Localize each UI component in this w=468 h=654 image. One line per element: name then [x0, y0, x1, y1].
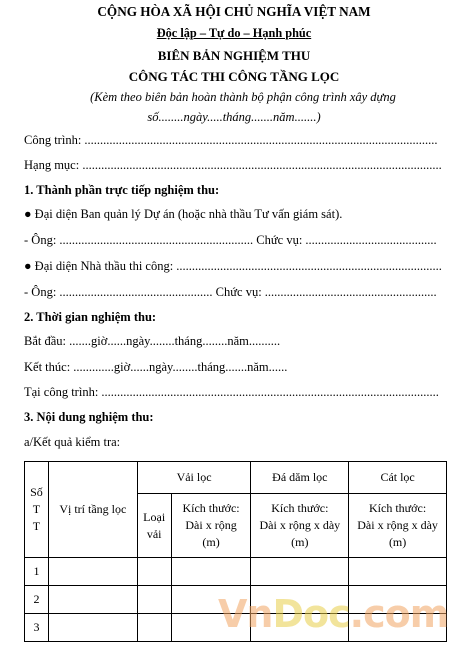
- header-cat-loc: Cát lọc: [349, 462, 447, 494]
- table-cell: [171, 558, 251, 586]
- attachment-note-line2: số........ngày.....tháng.......năm.......): [147, 110, 321, 124]
- nation-heading: CỘNG HÒA XÃ HỘI CHỦ NGHĨA VIỆT NAM: [97, 4, 371, 19]
- section1-heading: 1. Thành phần trực tiếp nghiệm thu:: [24, 183, 220, 197]
- table-cell: [137, 586, 171, 614]
- row-number: 1: [25, 558, 49, 586]
- header-position: Vị trí tầng lọc: [48, 462, 137, 558]
- contractor-person-line: - Ông: ................................................. Chức vụ: .......................................................: [24, 285, 437, 299]
- document-title: BIÊN BẢN NGHIỆM THU: [157, 48, 311, 63]
- section2-heading: 2. Thời gian nghiệm thu:: [24, 310, 157, 324]
- field-cong-trinh: Công trình: .................................................................................................................: [24, 133, 438, 147]
- place-line: Tại công trình: ............................................................................................................: [24, 385, 439, 399]
- start-time-line: Bắt đầu: .......giờ......ngày........tháng........năm..........: [24, 334, 281, 348]
- header-vai-loc: Vải lọc: [137, 462, 251, 494]
- table-cell: [137, 614, 171, 642]
- table-cell: [48, 614, 137, 642]
- row-number: 3: [25, 614, 49, 642]
- table-cell: [137, 558, 171, 586]
- rep-contractor: ● Đại diện Nhà thầu thi công: .....................................................................................: [24, 259, 442, 273]
- table-cell: [251, 558, 349, 586]
- motto-text: Độc lập – Tự do – Hạnh phúc: [156, 26, 312, 40]
- table-cell: [349, 558, 447, 586]
- table-cell: [48, 586, 137, 614]
- motto-heading: [0, 26, 468, 41]
- section3-heading: 3. Nội dung nghiệm thu:: [24, 410, 154, 424]
- header-cat-size: Kích thước: Dài x rộng x dày (m): [349, 494, 447, 558]
- table-cell: [48, 558, 137, 586]
- header-da-dam-loc: Đá dăm lọc: [251, 462, 349, 494]
- document-subtitle: CÔNG TÁC THI CÔNG TẦNG LỌC: [128, 69, 340, 84]
- field-hang-muc: Hạng mục: ...................................................................................................................: [24, 158, 442, 172]
- table-row: [25, 558, 447, 586]
- end-time-line: Kết thúc: .............giờ......ngày........tháng.......năm......: [24, 360, 288, 374]
- rep-owner: ● Đại diện Ban quản lý Dự án (hoặc nhà thầu Tư vấn giám sát).: [24, 207, 343, 221]
- header-vai-size: Kích thước: Dài x rộng (m): [171, 494, 251, 558]
- table-header-row: [25, 462, 447, 494]
- attachment-note-line1: (Kèm theo biên bản hoàn thành bộ phận công trình xây dựng: [90, 90, 396, 104]
- sub-a-label: a/Kết quả kiểm tra:: [24, 435, 121, 449]
- header-vai-type: Loại vải: [137, 494, 171, 558]
- header-stt: Số T T: [25, 462, 49, 558]
- header-da-size: Kích thước: Dài x rộng x dày (m): [251, 494, 349, 558]
- owner-person-line: - Ông: .............................................................. Chức vụ: ..........................................: [24, 233, 437, 247]
- row-number: 2: [25, 586, 49, 614]
- vndoc-watermark: VnDoc.com: [218, 592, 449, 636]
